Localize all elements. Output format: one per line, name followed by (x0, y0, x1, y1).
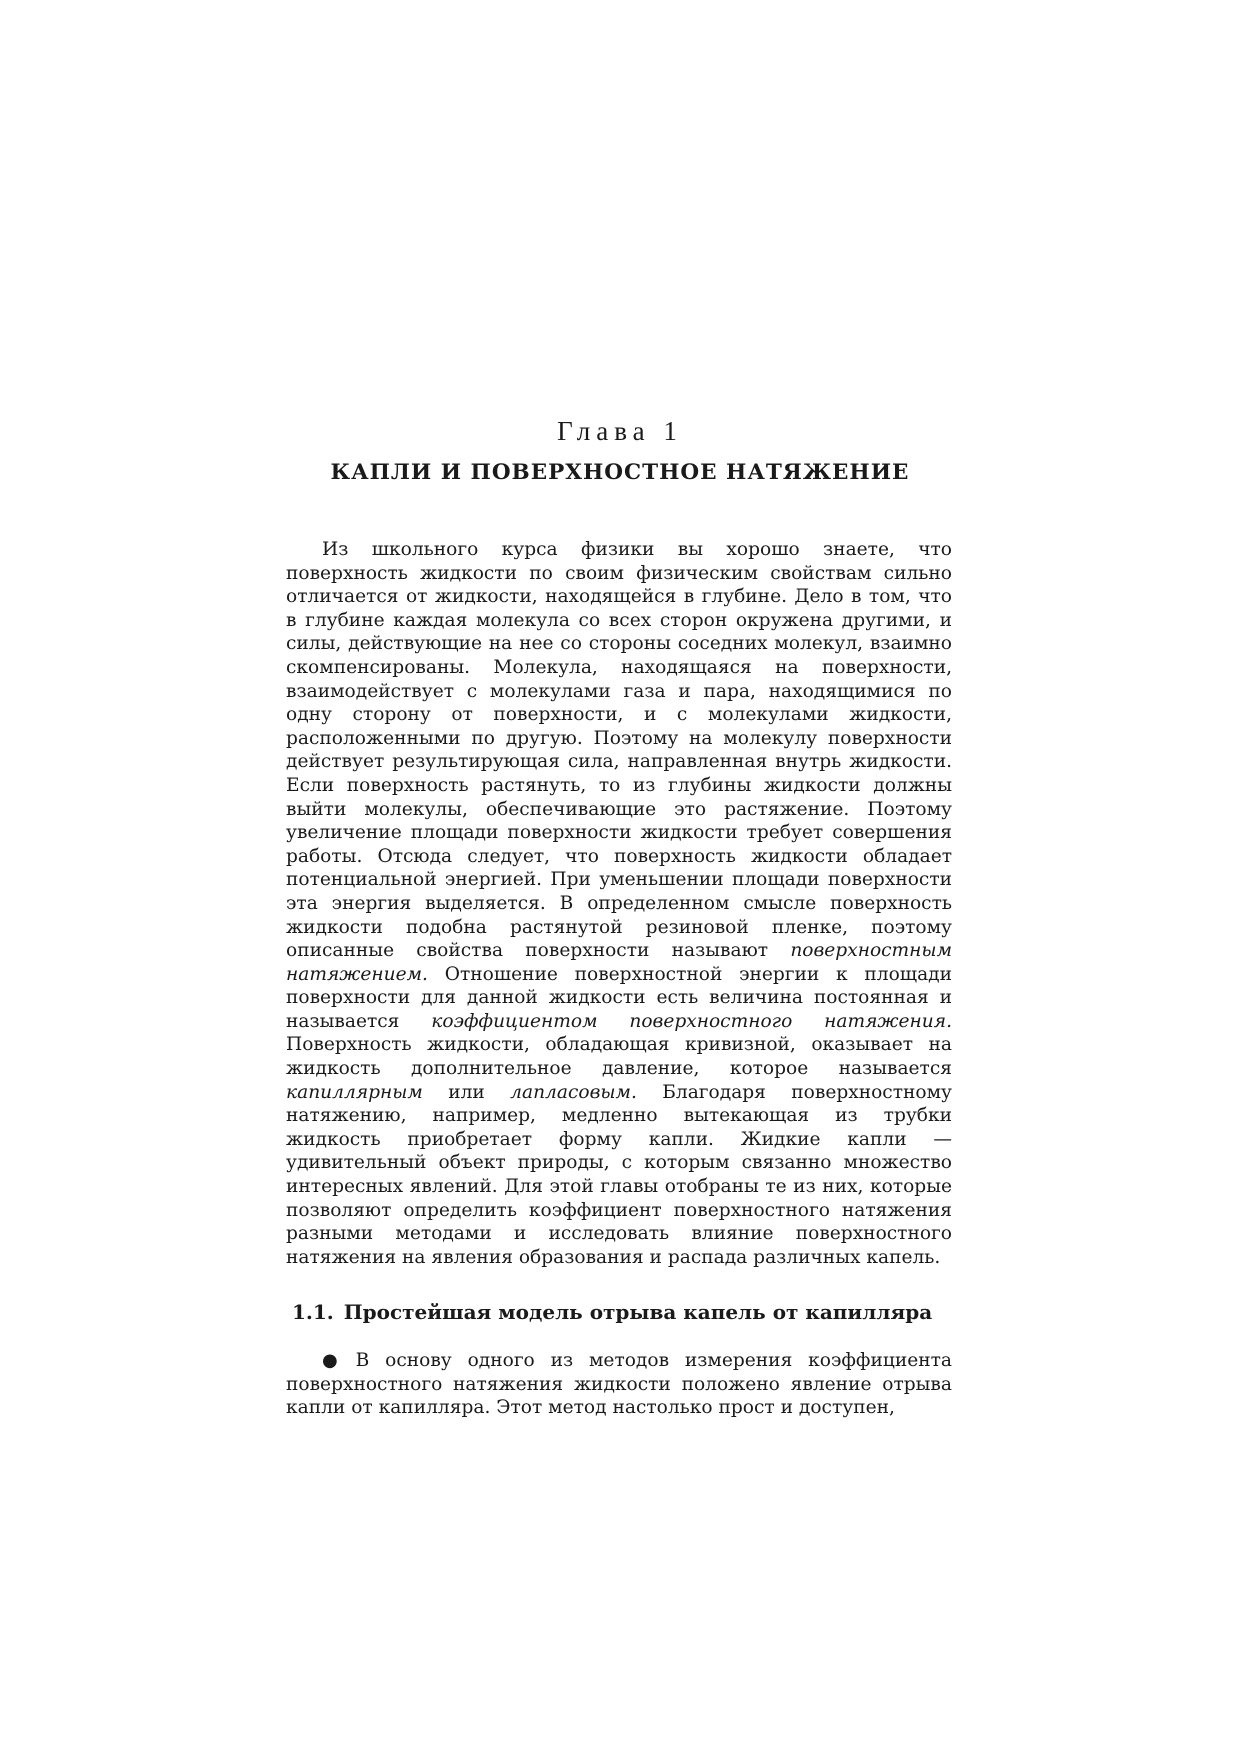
section-title: Простейшая модель отрыва капель от капилляра (343, 1300, 933, 1324)
chapter-label: Глава 1 (557, 416, 683, 446)
intro-text-2: Отношение поверхностной энергии к площади поверхности для данной жидкости есть величина постоянная и называется (286, 963, 952, 1032)
term-surface-tension: поверхностным натяжением. (286, 940, 952, 985)
intro-text-1: Из школьного курса физики вы хорошо знаете, что поверхность жидкости по своим физическим свойствам сильно отличается от жидкости, находящейся в глубине. Дело в том, что в глубине каждая молекула со всех сторон окружена другими, и силы, действующие на нее со стороны соседних молекул, взаимно скомпенсированы. Молекула, находящаяся на поверхности, взаимодействует с молекулами газа и пара, находящимися по одну сторону от поверхности, и с молекулами жидкости, расположенными по другую. Поэтому на молекулу поверхности действует результирующая сила, направленная внутрь жидкости. Если поверхность растянуть, то из глубины жидкости должны выйти молекулы, обеспечивающие это растяжение. Поэтому увеличение площади поверхности жидкости требует совершения работы. Отсюда следует, что поверхность жидкости обладает потенциальной энергией. При уменьшении площади поверхности эта энергия выделяется. В определенном смысле поверхность жидкости подобна растянутой резиновой пленке, поэтому описанные свойства поверхности называют (286, 539, 952, 962)
intro-text-3: Поверхность жидкости, обладающая кривизной, оказывает на жидкость дополнительное давление, которое называется (286, 1034, 952, 1080)
section-heading (292, 1302, 962, 1322)
intro-paragraph (286, 538, 952, 1269)
section-body-text: В основу одного из методов измерения коэффициента поверхностного натяжения жидкости положено явление отрыва капли от капилляра. Этот метод настолько прост и доступен, (286, 1350, 952, 1419)
section-paragraph (286, 1349, 952, 1420)
bullet-icon: ● (322, 1350, 348, 1371)
term-capillary: капиллярным (286, 1081, 423, 1103)
term-surface-tension-coefficient: коэффициентом поверхностного натяжения. (431, 1010, 952, 1032)
intro-text-4: или (422, 1081, 511, 1103)
chapter-title: КАПЛИ И ПОВЕРХНОСТНОЕ НАТЯЖЕНИЕ (330, 460, 910, 485)
term-laplace: лапласовым. (510, 1081, 637, 1103)
intro-text-5: Благодаря поверхностному натяжению, например, медленно вытекающая из трубки жидкость приобретает форму капли. Жидкие капли — удивительный объект природы, с которым связанно множество интересных явлений. Для этой главы отобраны те из них, которые позволяют определить коэффициент поверхностного натяжения разными методами и исследовать влияние поверхностного натяжения на явления образования и распада различных капель. (286, 1081, 952, 1268)
section-number: 1.1. (292, 1300, 334, 1324)
